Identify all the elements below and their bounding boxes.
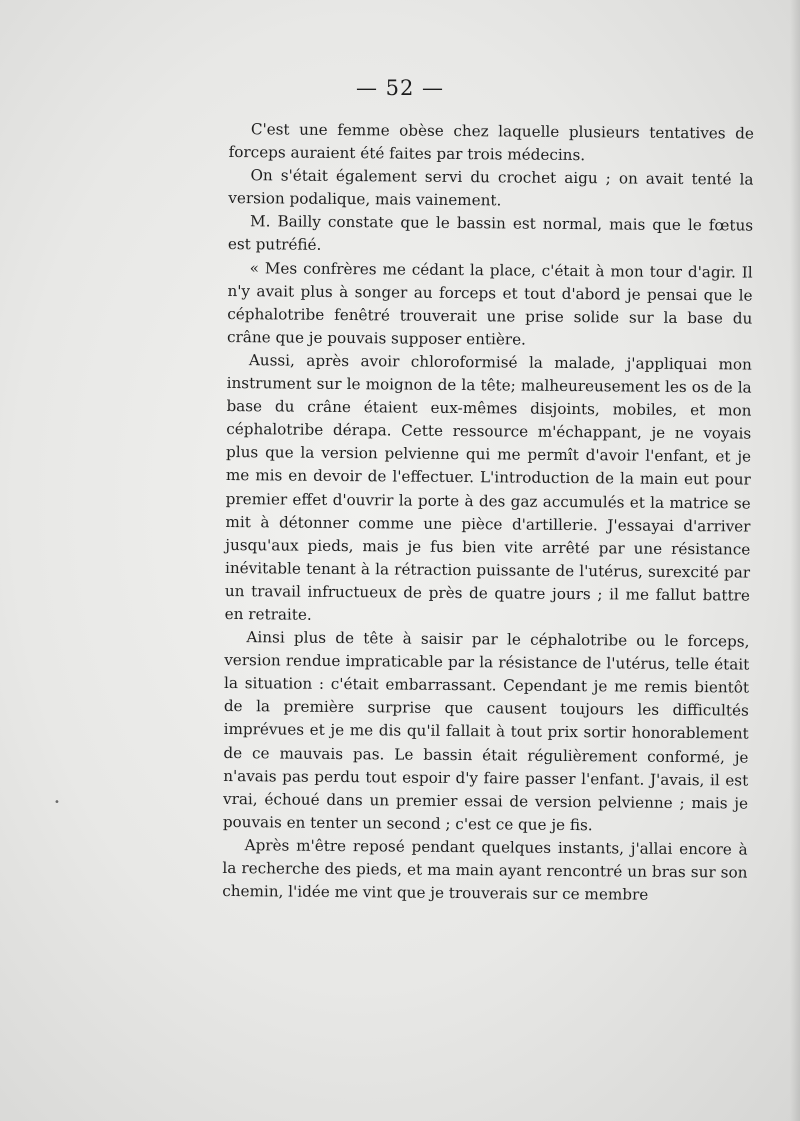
page-edge-shadow: [790, 0, 800, 1121]
paragraph-6: Ainsi plus de tête à saisir par le céphalotribe ou le forceps, version rendue impraticable par la résistance de l'utérus, telle était la situation : c'était embarrassant. Cependant je me remis bientôt de la première surprise que causent toujours les difficultés imprévues et je me dis qu'il fallait à tout prix sortir honorablement de ce mauvais pas. Le bassin était régulièrement conformé, je n'avais pas perdu tout espoir d'y faire passer l'enfant. J'avais, il est vrai, échoué dans un premier essai de version pelvienne ; mais je pouvais en tenter un second ; c'est ce que je fis.: [222, 628, 750, 835]
paragraph-2: On s'était également servi du crochet aigu ; on avait tenté la version podalique, mais vainement.: [228, 166, 754, 210]
body-text: [222, 118, 754, 908]
paragraph-3: M. Bailly constate que le bassin est normal, mais que le fœtus est putréfié.: [227, 212, 754, 255]
paragraph-4: « Mes confrères me cédant la place, c'était à mon tour d'agir. Il n'y avait plus à songer au forceps et tout d'abord je pensai que le céphalotribe fenêtré trouverait une prise solide sur la base du crâne que je pouvais supposer entière.: [227, 258, 753, 349]
paragraph-1: C'est une femme obèse chez laquelle plusieurs tentatives de forceps auraient été faites par trois médecins.: [228, 120, 754, 165]
paragraph-7: Après m'être reposé pendant quelques instants, j'allai encore à la recherche des pieds, et ma main ayant rencontré un bras sur son chemin, l'idée me vint que je trouverais sur ce membre: [222, 836, 748, 904]
margin-mark: •: [54, 797, 60, 808]
paragraph-5: Aussi, après avoir chloroformisé la malade, j'appliquai mon instrument sur le moignon de la tête; malheureusement les os de la base du crâne étaient eux-mêmes disjoints, mobiles, et mon céphalotribe dérapa. Cette ressource m'échappant, je ne voyais plus que la version pelvienne qui me permît d'avoir l'enfant, et je me mis en devoir de l'effectuer. L'introduction de la main eut pour premier effet d'ouvrir la porte à des gaz accumulés et la matrice se mit à détonner comme une pièce d'artillerie. J'essayai d'arriver jusqu'aux pieds, mais je fus bien vite arrêté par une résistance inévitable tenant à la rétraction puissante de l'utérus, surexcité par un travail infructueux de près de quatre jours ; il me fallut battre en retraite.: [224, 351, 752, 624]
page-number: — 52 —: [355, 76, 445, 100]
